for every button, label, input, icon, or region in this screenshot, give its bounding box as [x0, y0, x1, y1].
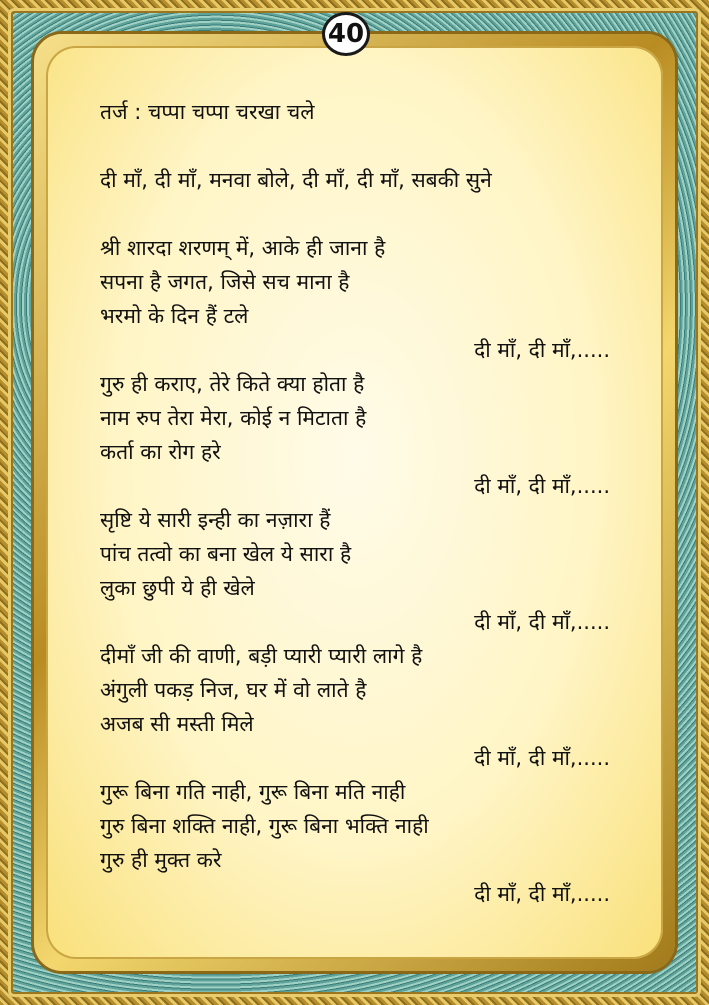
refrain-line: दी माँ, दी माँ,..... — [474, 882, 610, 906]
lyric-line: अजब सी मस्ती मिले — [100, 712, 254, 736]
lyric-line: श्री शारदा शरणम् में, आके ही जाना है — [100, 236, 386, 260]
lyric-line: कर्ता का रोग हरे — [100, 440, 221, 464]
lyric-line: गुरु ही कराए, तेरे किते क्या होता है — [100, 372, 365, 396]
lyric-line: सृष्टि ये सारी इन्ही का नज़ारा हैं — [100, 508, 331, 532]
mukhda-line: दी माँ, दी माँ, मनवा बोले, दी माँ, दी माँ, सबकी सुने — [100, 168, 492, 192]
lyric-line: लुका छुपी ये ही खेले — [100, 576, 255, 600]
lyric-line: दीमाँ जी की वाणी, बड़ी प्यारी प्यारी लागे है — [100, 644, 423, 668]
lyric-line: गुरु ही मुक्त करे — [100, 848, 222, 872]
stanza-2 — [100, 367, 610, 503]
lyric-line: भरमो के दिन हैं टले — [100, 304, 249, 328]
lyric-line: नाम रुप तेरा मेरा, कोई न मिटाता है — [100, 406, 367, 430]
refrain-line: दी माँ, दी माँ,..... — [474, 746, 610, 770]
page-number-badge: 40 — [322, 12, 370, 56]
lyric-line: गुरू बिना गति नाही, गुरू बिना मति नाही — [100, 780, 406, 804]
stanza-1 — [100, 231, 610, 367]
lyric-line: गुरु बिना शक्ति नाही, गुरू बिना भक्ति नाही — [100, 814, 429, 838]
lyric-line: पांच तत्वो का बना खेल ये सारा है — [100, 542, 352, 566]
stanza-5 — [100, 775, 610, 911]
refrain-line: दी माँ, दी माँ,..... — [474, 338, 610, 362]
song-lyrics — [100, 95, 610, 911]
lyric-line: सपना है जगत, जिसे सच माना है — [100, 270, 350, 294]
tune-reference: तर्ज : चप्पा चप्पा चरखा चले — [100, 100, 315, 124]
lyric-line: अंगुली पकड़ निज, घर में वो लाते है — [100, 678, 367, 702]
stanza-4 — [100, 639, 610, 775]
refrain-line: दी माँ, दी माँ,..... — [474, 474, 610, 498]
refrain-line: दी माँ, दी माँ,..... — [474, 610, 610, 634]
stanza-3 — [100, 503, 610, 639]
